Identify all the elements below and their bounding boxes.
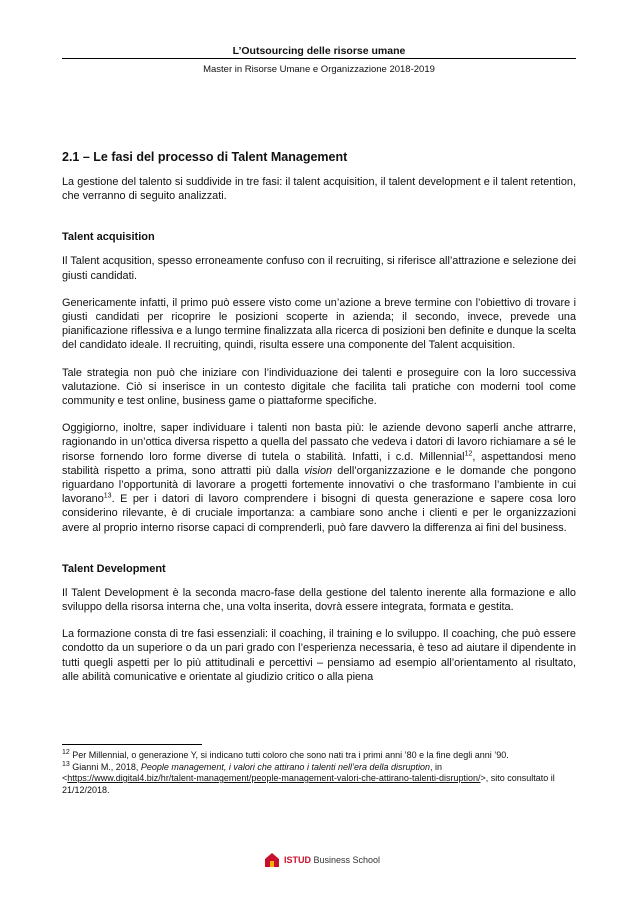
footnote-rule	[62, 744, 202, 745]
acquisition-paragraph-3: Tale strategia non può che iniziare con l’individuazione dei talenti e proseguire con la loro successiva valutazione. Ciò si inserisce in un contesto digitale che facilita tali pratiche con moderni tool come community e test online, business game o piattaforme specifiche.	[62, 366, 576, 408]
running-header-title: L’Outsourcing delle risorse umane	[232, 45, 406, 57]
talent-acquisition-heading: Talent acquisition	[62, 231, 155, 244]
header-rule	[62, 58, 576, 59]
footnote-12: $^{12}$ Per Millennial, o generazione Y, si indicano tutti coloro che sono nati tra i primi anni ’80 e la fine degli anni ’90.	[62, 749, 509, 760]
footnote-13: $^{13}$ Gianni M., 2018, People management, i valori che attirano i talenti nell’era della disruption, in	[62, 760, 443, 772]
footnote-13-link[interactable]: https://www.digital4.biz/hr/talent-management/people-management-valori-che-attirano-talenti-disruption/	[67, 773, 481, 783]
footnote-ref-12[interactable]: 12	[464, 450, 473, 458]
development-paragraph-1: Il Talent Development è la seconda macro-fase della gestione del talento inerente alla formazione e allo sviluppo della risorsa interna che, una volta inserita, dovrà essere integrata, formata e gestita.	[62, 586, 576, 614]
acquisition-paragraph-2: Genericamente infatti, il primo può essere visto come un’azione a breve termine con l’obiettivo di trovare i giusti candidati per ricoprire le posizioni scoperte in azienda; il secondo, invece, prevede una pianificazione riflessiva e a lungo termine finalizzata alla ricerca di posizioni ben definite e dunque la scelta del candidato ideale. Il recruiting, quindi, risulta essere una componente del Talent acquisition.	[62, 296, 576, 352]
istud-logo: ISTUD Business School	[264, 852, 380, 868]
development-paragraph-2: La formazione consta di tre fasi essenziali: il coaching, il training e lo sviluppo. Il coaching, che può essere condotto da un superiore o da un pari grado con l’esperienza necessaria, è teso ad aiutare il dipendente in tutti quegli aspetti per lo più attitudinali e percettivi – pensiamo ad esempio all’orientamento al risultato, alle abilità comunicative e orientate al giudizio critico o alla piena	[62, 628, 576, 683]
running-header-subtitle: Master in Risorse Umane e Organizzazione 2018-2019	[203, 64, 435, 75]
footnotes	[62, 750, 576, 796]
intro-paragraph: La gestione del talento si suddivide in tre fasi: il talent acquisition, il talent development e il talent retention, che verranno di seguito analizzati.	[62, 176, 576, 203]
section-heading: 2.1 – Le fasi del processo di Talent Management	[62, 150, 348, 164]
footnote-ref-13[interactable]: 13	[103, 492, 112, 500]
document-body	[62, 150, 576, 697]
istud-house-icon	[264, 852, 280, 868]
footnote-13-link-line: <https://www.digital4.biz/hr/talent-management/people-management-valori-che-attirano-talenti-disruption/>, sito consultato il 21/12/2018.	[62, 773, 555, 795]
acquisition-paragraph-4: Oggigiorno, inoltre, saper individuare i talenti non basta più: le aziende devono saperli anche attrarre, ragionando in un’ottica diversa rispetto a quella del passato che vedeva i datori di lavoro richiamare a sé le risorse fornendo loro forme diverse di tutela o stabilità. Infatti, i c.d. Millennial$^{12}$, aspettandosi meno stabilità rispetto a prima, sono attratti più dalla vision dell’organizzazione e le domande che pongono riguardano l’opportunità di lavorare a progetti fortemente innovativi o che trasformano l’ambiente in cui lavorano$^{13}$. E per i datori di lavoro comprendere i bisogni di questa generazione e sapere cosa loro considerino rilevante, è di cruciale importanza: a cambiare sono anche i clienti e per le organizzazioni avere al proprio interno risorse capaci di comprenderli, può fare davvero la differenza ai fini del business.	[62, 422, 576, 534]
acquisition-paragraph-1: Il Talent acqusition, spesso erroneamente confuso con il recruiting, si riferisce all’attrazione e selezione dei giusti candidati.	[62, 255, 576, 282]
talent-development-heading: Talent Development	[62, 562, 166, 575]
